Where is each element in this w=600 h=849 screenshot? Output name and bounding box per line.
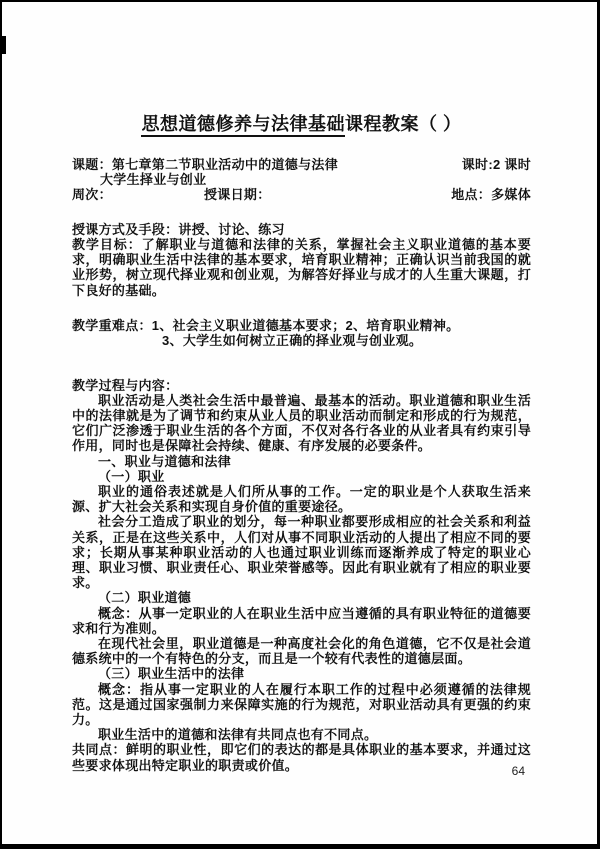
title-underlined-text: 思想道德修养与法律基础 [141, 114, 345, 137]
meta-row-topic-line2 [72, 172, 531, 187]
page-number: 64 [511, 764, 525, 778]
course-topic-line2: 大学生择业与创业 [100, 172, 207, 187]
teaching-objective: 教学目标：了解职业与道德和法律的关系，掌握社会主义职业道德的基本要求，明确职业生活中法律的基本要求，培育职业精神；正确认识当前我国的就业形势，树立现代择业观和创业观，为解答好择业与成才的人生重大课题，打下良好的基础。 [72, 237, 531, 298]
location-label: 地点：多媒体 [451, 187, 531, 202]
week-label: 周次： [72, 187, 112, 202]
body-paragraphs [72, 393, 531, 773]
page-title [72, 112, 531, 136]
process-heading: 教学过程与内容： [72, 377, 179, 393]
title-rest-text: 课程教案（ ） [344, 114, 462, 134]
body-paragraph: 一、职业与道德和法律 [98, 453, 232, 469]
page-content [72, 112, 531, 773]
key-points-block [72, 318, 531, 348]
body-paragraph: 职业的通俗表述就是人们所从事的工作。一定的职业是个人获取生活来源、扩大社会关系和实现自身价值的重要途径。 [72, 484, 531, 515]
key-points-line1: 教学重难点：1、社会主义职业道德基本要求；2、培育职业精神。 [72, 317, 460, 333]
body-paragraph: 共同点：鲜明的职业性，即它们的表达的都是具体职业的基本要求，并通过这些要求体现出特定职业的职责或价值。 [72, 742, 531, 773]
body-paragraph: （二）职业道德 [98, 590, 192, 606]
body-paragraph: 在现代社会里，职业道德是一种高度社会化的角色道德，它不仅是社会道德系统中的一个有特色的分支，而且是一个较有代表性的道德层面。 [72, 636, 531, 667]
body-paragraph: （三）职业生活中的法律 [98, 666, 245, 682]
scan-edge-artifact [2, 36, 6, 54]
body-paragraph: 社会分工造成了职业的划分，每一种职业都要形成相应的社会关系和利益关系，正是在这些关系中，人们对从事不同职业活动的人提出了相应不同的要求；长期从事某种职业活动的人也通过职业训练而逐渐养成了特定的职业心理、职业习惯、职业责任心、职业荣誉感等。因此有职业就有了相应的职业要求。 [72, 514, 531, 591]
course-topic: 课题：第七章第二节职业活动中的道德与法律 [72, 157, 339, 172]
body-paragraph: （一）职业 [98, 468, 165, 484]
key-points-line2: 3、大学生如何树立正确的择业观与创业观。 [162, 332, 423, 348]
body-paragraph: 职业活动是人类社会生活中最普遍、最基本的活动。职业道德和职业生活中的法律就是为了调节和约束从业人员的职业活动而制定和形成的行为规范，它们广泛渗透于职业生活的各个方面，不仅对各行各业的从业者具有约束引导作用，同时也是保障社会持续、健康、有序发展的必要条件。 [72, 392, 531, 454]
teach-date-label: 授课日期： [204, 187, 271, 202]
body-paragraph: 职业生活中的道德和法律有共同点也有不同点。 [98, 727, 378, 743]
meta-row-schedule [72, 187, 531, 202]
meta-row-topic [72, 157, 531, 172]
teaching-method: 授课方式及手段：讲授、讨论、练习 [72, 222, 285, 237]
course-meta [72, 157, 531, 202]
body-paragraph: 概念：从事一定职业的人在职业生活中应当遵循的具有职业特征的道德要求和行为准则。 [72, 605, 531, 636]
class-hours: 课时:2 课时 [461, 157, 531, 172]
body-paragraph: 概念：指从事一定职业的人在履行本职工作的过程中必须遵循的法律规范。这是通过国家强制力来保障实施的行为规范，对职业活动具有更强的约束力。 [72, 681, 531, 728]
